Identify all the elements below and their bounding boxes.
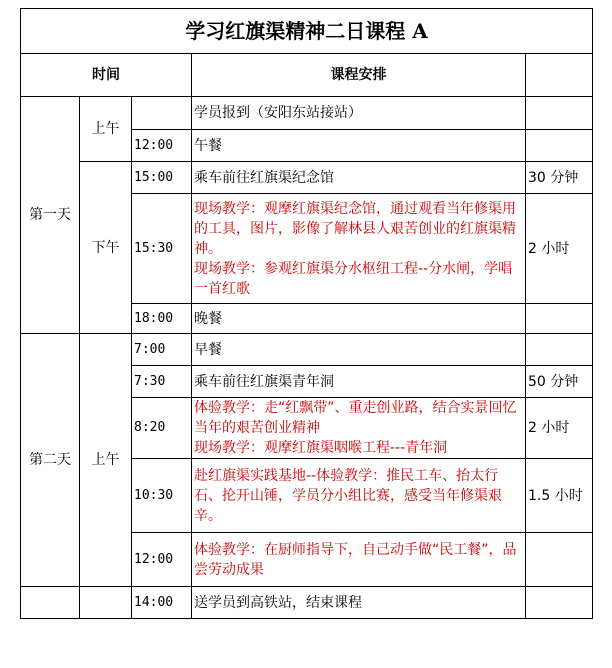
time-cell: 8:20 xyxy=(132,398,192,459)
activity-text: 乘车前往红旗渠纪念馆 xyxy=(194,169,334,186)
duration-cell xyxy=(526,334,593,366)
activity-text: 现场教学：观摩红旗渠咽喉工程---青年洞 xyxy=(194,440,448,456)
schedule-table xyxy=(20,8,593,619)
day-label: 第一天 xyxy=(21,97,80,334)
activity-cell xyxy=(192,459,526,533)
activity-text: 乘车前往红旗渠青年洞 xyxy=(194,373,334,390)
page-title: 学习红旗渠精神二日课程 A xyxy=(21,9,593,54)
header-time: 时间 xyxy=(21,54,192,97)
table-row xyxy=(21,97,593,130)
time-cell: 10:30 xyxy=(132,459,192,533)
time-cell: 14:00 xyxy=(132,587,192,619)
table-row xyxy=(21,162,593,194)
day-cell-empty xyxy=(21,587,80,619)
time-cell: 15:00 xyxy=(132,162,192,194)
duration-cell: 1.5 小时 xyxy=(526,459,593,533)
period-label: 上午 xyxy=(80,97,132,162)
activity-cell xyxy=(192,366,526,398)
activity-text: 送学员到高铁站，结束课程 xyxy=(194,594,362,611)
duration-cell xyxy=(526,304,593,334)
activity-text: 学员报到（安阳东站接站） xyxy=(194,105,362,121)
activity-cell xyxy=(192,398,526,459)
activity-cell xyxy=(192,334,526,366)
activity-cell xyxy=(192,162,526,194)
schedule-body xyxy=(21,9,593,619)
activity-text: 赴红旗渠实践基地--体验教学：推民工车、抬太行石、抡开山锤，学员分小组比赛，感受当年修渠艰辛。 xyxy=(194,467,502,524)
activity-cell xyxy=(192,194,526,304)
duration-cell xyxy=(526,97,593,130)
duration-cell: 30 分钟 xyxy=(526,162,593,194)
activity-text: 早餐 xyxy=(194,341,222,358)
activity-text: 晚餐 xyxy=(194,310,222,327)
activity-text: 现场教学：观摩红旗渠纪念馆，通过观看当年修渠用的工具，图片，影像了解林县人艰苦创业的红旗渠精神。 xyxy=(194,200,516,257)
time-cell: 18:00 xyxy=(132,304,192,334)
time-cell: 7:00 xyxy=(132,334,192,366)
table-row xyxy=(21,587,593,619)
time-cell: 12:00 xyxy=(132,533,192,587)
time-cell: 15:30 xyxy=(132,194,192,304)
time-cell: 7:30 xyxy=(132,366,192,398)
header-duration xyxy=(526,54,593,97)
day-label: 第二天 xyxy=(21,334,80,587)
activity-cell xyxy=(192,304,526,334)
activity-cell xyxy=(192,533,526,587)
period-label: 上午 xyxy=(80,334,132,587)
duration-cell: 50 分钟 xyxy=(526,366,593,398)
course-sheet xyxy=(20,8,593,619)
activity-text: 体验教学：在厨师指导下，自己动手做“民工餐”，品尝劳动成果 xyxy=(194,541,517,578)
duration-cell: 2 小时 xyxy=(526,194,593,304)
header-schedule: 课程安排 xyxy=(192,54,526,97)
activity-text: 午餐 xyxy=(194,137,222,154)
time-cell xyxy=(132,97,192,130)
duration-cell: 2 小时 xyxy=(526,398,593,459)
activity-cell xyxy=(192,130,526,162)
time-cell: 12:00 xyxy=(132,130,192,162)
activity-cell xyxy=(192,587,526,619)
activity-text: 现场教学：参观红旗渠分水枢纽工程--分水闸，学唱一首红歌 xyxy=(194,260,513,297)
duration-cell xyxy=(526,587,593,619)
period-label: 下午 xyxy=(80,162,132,334)
period-cell-empty xyxy=(80,587,132,619)
activity-text: 体验教学：走“红飘带”、重走创业路，结合实景回忆当年的艰苦创业精神 xyxy=(194,400,517,436)
activity-cell xyxy=(192,97,526,130)
table-row xyxy=(21,334,593,366)
duration-cell xyxy=(526,533,593,587)
duration-cell xyxy=(526,130,593,162)
